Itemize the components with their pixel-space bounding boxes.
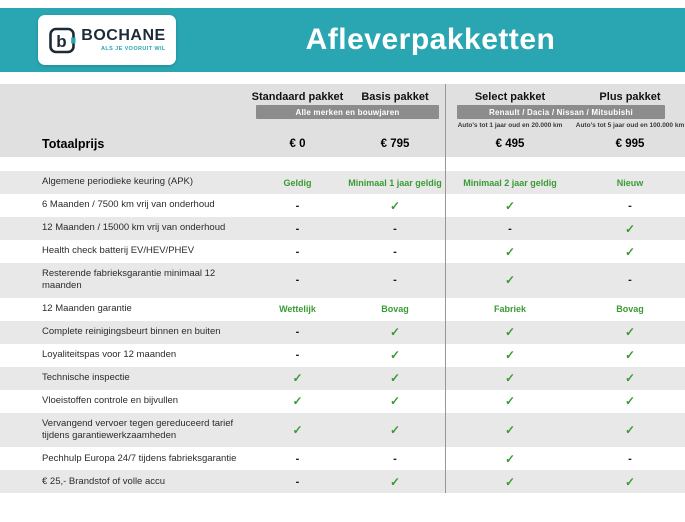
feature-label: Vloeistoffen controle en bijvullen — [42, 395, 179, 407]
check-icon: ✓ — [624, 394, 636, 409]
package-subtitle-plus: Auto's tot 5 jaar oud en 100.000 km — [575, 122, 685, 129]
not-included-mark: - — [393, 245, 397, 258]
check-icon: ✓ — [389, 348, 401, 363]
not-included-mark: - — [295, 222, 300, 235]
feature-label: Loyaliteitspas voor 12 maanden — [42, 349, 177, 361]
check-icon: ✓ — [504, 394, 516, 409]
column-header-select: Select pakket — [474, 90, 546, 103]
not-included-mark: - — [295, 349, 300, 362]
feature-rows — [0, 171, 685, 493]
table-row — [0, 194, 685, 217]
feature-value: Geldig — [283, 177, 312, 188]
check-icon: ✓ — [624, 325, 636, 340]
feature-label: Pechhulp Europa 24/7 tijdens fabrieksgarantie — [42, 452, 237, 464]
check-icon: ✓ — [504, 371, 516, 386]
table-row — [0, 298, 685, 321]
packages-table — [0, 84, 685, 493]
total-price-standaard: € 0 — [289, 138, 306, 150]
not-included-mark: - — [628, 274, 632, 287]
feature-value: Bovag — [616, 304, 644, 315]
not-included-mark: - — [295, 452, 300, 465]
not-included-mark: - — [628, 452, 632, 465]
check-icon: ✓ — [389, 325, 401, 340]
check-icon: ✓ — [504, 273, 516, 288]
check-icon: ✓ — [292, 371, 303, 386]
total-price-row — [0, 131, 685, 157]
brand-tagline: ALS JE VOORUIT WIL — [101, 46, 166, 52]
table-row — [0, 321, 685, 344]
feature-value: Wettelijk — [279, 304, 316, 315]
check-icon: ✓ — [504, 325, 516, 340]
feature-value: Minimaal 1 jaar geldig — [348, 177, 442, 188]
not-included-mark: - — [393, 222, 397, 235]
check-icon: ✓ — [389, 371, 401, 386]
feature-label: 12 Maanden / 15000 km vrij van onderhoud — [42, 222, 226, 234]
brand-text-block — [81, 28, 165, 52]
table-row — [0, 344, 685, 367]
table-row — [0, 217, 685, 240]
not-included-mark: - — [295, 199, 300, 212]
check-icon: ✓ — [624, 348, 636, 363]
feature-label: Vervangend vervoer tegen gereduceerd tarief tijdens garantiewerkzaamheden — [42, 417, 234, 442]
feature-value: Bovag — [381, 304, 409, 315]
check-icon: ✓ — [624, 244, 636, 259]
column-header-basis: Basis pakket — [361, 90, 429, 103]
feature-value: Fabriek — [493, 304, 526, 315]
table-row — [0, 390, 685, 413]
not-included-mark: - — [393, 274, 397, 287]
not-included-mark: - — [295, 274, 300, 287]
check-icon: ✓ — [504, 423, 516, 438]
table-header — [0, 84, 685, 157]
not-included-mark: - — [628, 199, 632, 212]
column-header-plus: Plus pakket — [599, 90, 661, 103]
table-row — [0, 263, 685, 298]
table-row — [0, 171, 685, 194]
table-row — [0, 470, 685, 493]
package-badge-brands: Renault / Dacia / Nissan / Mitsubishi — [457, 105, 665, 119]
check-icon: ✓ — [292, 423, 303, 438]
header-bar — [0, 8, 685, 72]
not-included-mark: - — [508, 222, 512, 235]
check-icon: ✓ — [624, 423, 636, 438]
table-row — [0, 447, 685, 470]
feature-label: € 25,- Brandstof of volle accu — [42, 475, 166, 487]
feature-value: Minimaal 2 jaar geldig — [463, 177, 557, 188]
feature-label: Technische inspectie — [42, 372, 130, 384]
feature-label: Algemene periodieke keuring (APK) — [42, 176, 194, 188]
title-wrap — [176, 23, 685, 57]
check-icon: ✓ — [389, 198, 401, 213]
check-icon: ✓ — [389, 394, 401, 409]
column-header-standaard: Standaard pakket — [251, 90, 344, 103]
feature-label: Complete reinigingsbeurt binnen en buiten — [42, 326, 221, 338]
check-icon: ✓ — [504, 451, 516, 466]
check-icon: ✓ — [624, 371, 636, 386]
table-row — [0, 240, 685, 263]
page-title: Afleverpakketten — [305, 23, 556, 56]
package-badge-all-brands: Alle merken en bouwjaren — [256, 105, 439, 119]
badges-row — [0, 104, 685, 120]
not-included-mark: - — [295, 475, 300, 488]
table-row — [0, 367, 685, 390]
bochane-logo-icon — [48, 24, 76, 56]
not-included-mark: - — [295, 245, 300, 258]
column-divider — [445, 84, 446, 493]
check-icon: ✓ — [292, 394, 303, 409]
check-icon: ✓ — [389, 474, 401, 489]
page — [0, 8, 685, 493]
total-price-plus: € 995 — [615, 138, 645, 150]
total-price-basis: € 795 — [380, 138, 410, 150]
total-price-select: € 495 — [495, 138, 525, 150]
check-icon: ✓ — [504, 348, 516, 363]
brand-name: BOCHANE — [81, 27, 166, 44]
check-icon: ✓ — [504, 198, 516, 213]
subtitles-row — [0, 120, 685, 131]
feature-label: 12 Maanden garantie — [42, 303, 132, 315]
not-included-mark: - — [295, 326, 300, 339]
check-icon: ✓ — [504, 474, 516, 489]
check-icon: ✓ — [504, 244, 516, 259]
feature-label: Resterende fabrieksgarantie minimaal 12 maanden — [42, 268, 216, 292]
feature-label: 6 Maanden / 7500 km vrij van onderhoud — [42, 199, 215, 211]
check-icon: ✓ — [624, 221, 636, 236]
bochane-logo — [38, 15, 176, 65]
check-icon: ✓ — [624, 474, 636, 489]
total-price-label: Totaalprijs — [42, 137, 105, 151]
check-icon: ✓ — [389, 423, 401, 438]
column-names-row — [0, 89, 685, 104]
table-row — [0, 413, 685, 448]
svg-text:b: b — [56, 32, 67, 51]
package-subtitle-select: Auto's tot 1 jaar oud en 20.000 km — [457, 122, 563, 129]
feature-label: Health check batterij EV/HEV/PHEV — [42, 245, 195, 257]
not-included-mark: - — [393, 452, 397, 465]
feature-value: Nieuw — [616, 177, 644, 188]
